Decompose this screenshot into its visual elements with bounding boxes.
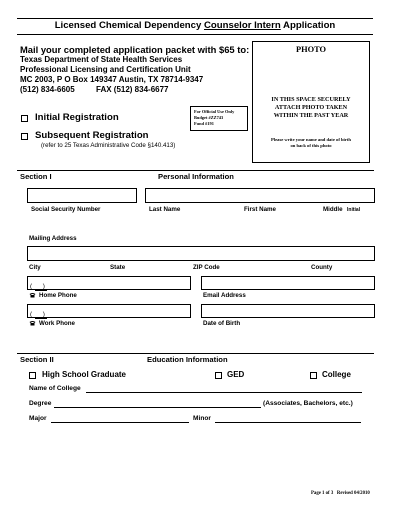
official-use-box bbox=[190, 106, 248, 131]
page-number: Page 1 of 3 Revised 04/2010 bbox=[311, 491, 370, 496]
section1-title: Personal Information bbox=[158, 172, 234, 181]
mail-address: MC 2003, P O Box 149347 Austin, TX 78714-9347 bbox=[20, 75, 204, 84]
photo-note: Please write your name and date of birth on back of this photo bbox=[271, 137, 351, 148]
section1-label: Section I bbox=[20, 172, 52, 181]
phone-icon bbox=[29, 320, 36, 326]
initial-label: Initial bbox=[347, 207, 361, 213]
last-name-label: Last Name bbox=[149, 206, 181, 213]
mail-fax: FAX (512) 834-6677 bbox=[96, 85, 169, 94]
first-name-label: First Name bbox=[244, 206, 276, 213]
header-bar bbox=[17, 18, 373, 35]
work-phone-area-underline bbox=[35, 318, 47, 319]
email-label: Email Address bbox=[203, 292, 246, 299]
section1-rule bbox=[17, 170, 374, 171]
section2-label: Section II bbox=[20, 355, 54, 364]
college-label: College bbox=[322, 370, 351, 379]
budget-number: Budget #ZZ743 bbox=[194, 115, 224, 120]
initial-registration-label: Initial Registration bbox=[35, 112, 119, 123]
ged-label: GED bbox=[227, 370, 245, 379]
zip-label: ZIP Code bbox=[193, 264, 220, 271]
registration-reference: (refer to 25 Texas Administrative Code §140.413) bbox=[41, 142, 176, 149]
home-phone-label: Home Phone bbox=[39, 292, 77, 299]
home-phone-area-underline bbox=[35, 290, 47, 291]
mailing-address-label: Mailing Address bbox=[29, 235, 77, 242]
major-label: Major bbox=[29, 415, 47, 422]
degree-types-label: (Associates, Bachelors, etc.) bbox=[263, 400, 353, 407]
middle-label: Middle bbox=[323, 206, 343, 213]
work-phone-area-code: ( ) bbox=[30, 311, 45, 318]
section2-rule bbox=[17, 353, 374, 354]
mail-agency: Texas Department of State Health Services bbox=[20, 55, 183, 64]
phone-icon bbox=[29, 292, 36, 298]
dob-label: Date of Birth bbox=[203, 320, 241, 327]
high-school-checkbox[interactable] bbox=[29, 372, 36, 379]
photo-box bbox=[252, 41, 370, 163]
degree-field[interactable] bbox=[54, 407, 261, 408]
minor-label: Minor bbox=[193, 415, 211, 422]
minor-field[interactable] bbox=[215, 422, 361, 423]
high-school-label: High School Graduate bbox=[42, 370, 127, 379]
photo-title: PHOTO bbox=[295, 45, 327, 54]
fund-number: Fund #191 bbox=[194, 121, 214, 126]
ssn-label: Social Security Number bbox=[31, 206, 101, 213]
ssn-field[interactable] bbox=[27, 188, 137, 203]
subsequent-registration-label: Subsequent Registration bbox=[35, 130, 149, 141]
degree-label: Degree bbox=[29, 400, 52, 407]
section2-title: Education Information bbox=[147, 355, 228, 364]
dob-field[interactable] bbox=[201, 304, 375, 318]
name-field[interactable] bbox=[145, 188, 375, 203]
city-label: City bbox=[29, 264, 41, 271]
page-title: Licensed Chemical Dependency Counselor Intern Application bbox=[54, 20, 336, 31]
official-use-label: For Official Use Only bbox=[194, 109, 235, 114]
mailing-address-field[interactable] bbox=[27, 246, 375, 261]
photo-instruction: IN THIS SPACE SECURELY ATTACH PHOTO TAKEN WITHIN THE PAST YEAR bbox=[271, 96, 351, 119]
state-label: State bbox=[110, 264, 126, 271]
college-name-field[interactable] bbox=[86, 392, 362, 393]
work-phone-field[interactable] bbox=[27, 304, 191, 318]
home-phone-field[interactable] bbox=[27, 276, 191, 290]
mail-phone: (512) 834-6605 bbox=[20, 85, 75, 94]
email-field[interactable] bbox=[201, 276, 375, 290]
major-field[interactable] bbox=[51, 422, 189, 423]
ged-checkbox[interactable] bbox=[215, 372, 222, 379]
county-label: County bbox=[311, 264, 333, 271]
initial-registration-checkbox[interactable] bbox=[21, 115, 28, 122]
college-name-label: Name of College bbox=[29, 385, 81, 392]
mail-heading: Mail your completed application packet with $65 to: bbox=[20, 44, 250, 55]
work-phone-label: Work Phone bbox=[39, 320, 75, 327]
mail-unit: Professional Licensing and Certification Unit bbox=[20, 65, 191, 74]
subsequent-registration-checkbox[interactable] bbox=[21, 133, 28, 140]
college-checkbox[interactable] bbox=[310, 372, 317, 379]
home-phone-area-code: ( ) bbox=[30, 283, 45, 290]
